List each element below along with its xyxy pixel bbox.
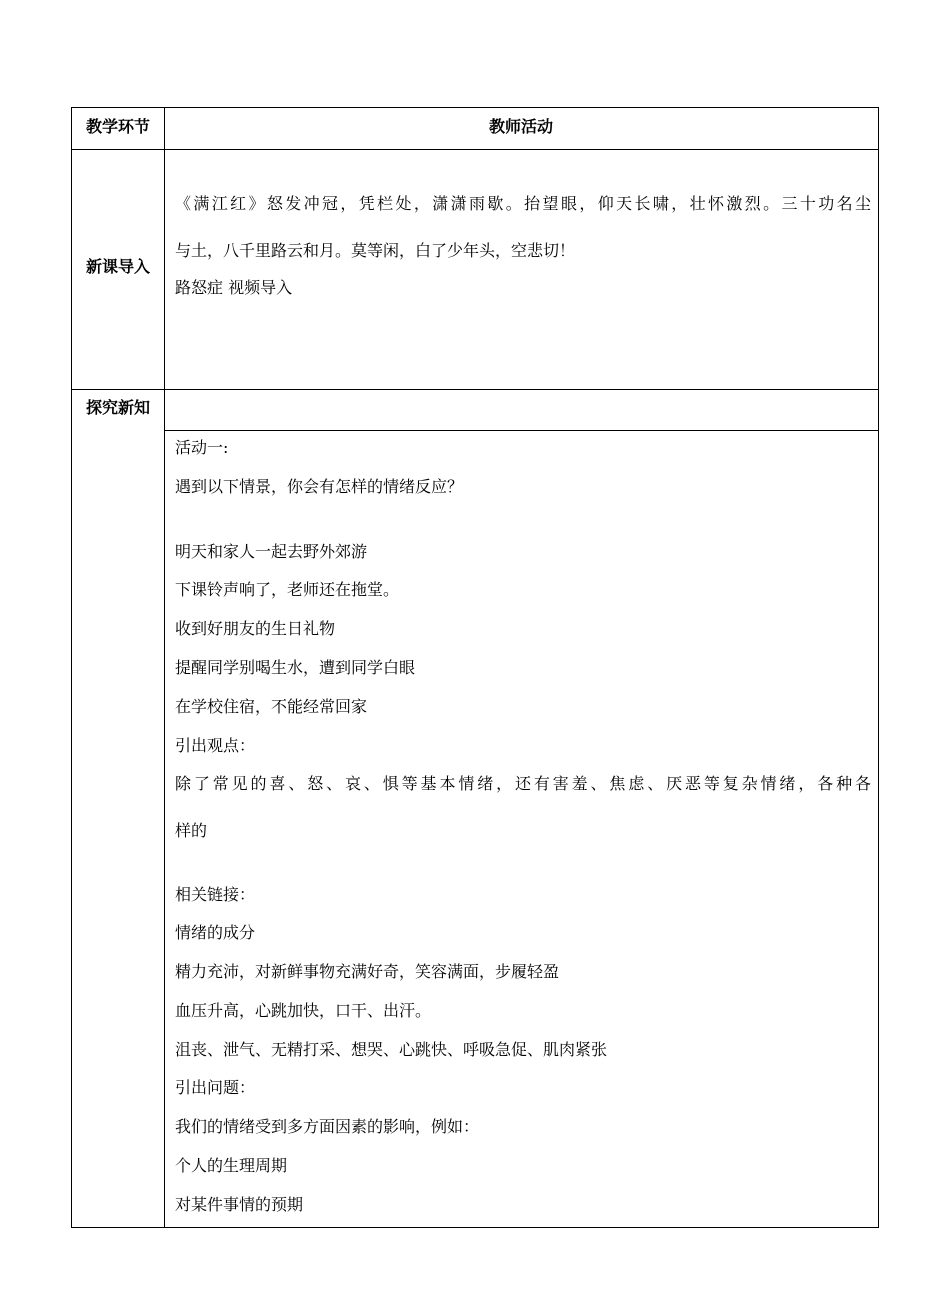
explore-line: 除了常见的喜、怒、哀、惧等基本情绪，还有害羞、焦虑、厌恶等复杂情绪，各种各	[175, 774, 871, 793]
explore-line: 对某件事情的预期	[175, 1195, 304, 1214]
explore-line: 相关链接：	[175, 885, 256, 904]
intro-line: 《满江红》怒发冲冠，凭栏处，潇潇雨歇。抬望眼，仰天长啸，壮怀激烈。三十功名尘	[175, 194, 871, 213]
explore-line: 提醒同学别喝生水，遭到同学白眼	[175, 658, 416, 677]
lesson-plan-table	[71, 107, 879, 1228]
header-col1: 教学环节	[85, 117, 150, 136]
intro-row-divider	[72, 389, 878, 390]
intro-label: 新课导入	[85, 257, 150, 276]
explore-line: 个人的生理周期	[175, 1156, 288, 1175]
explore-line: 样的	[175, 821, 208, 840]
explore-line: 在学校住宿，不能经常回家	[175, 697, 368, 716]
explore-line: 遇到以下情景，你会有怎样的情绪反应？	[175, 477, 464, 496]
explore-line: 收到好朋友的生日礼物	[175, 619, 336, 638]
explore-line: 我们的情绪受到多方面因素的影响，例如：	[175, 1117, 480, 1136]
explore-line: 沮丧、泄气、无精打采、想哭、心跳快、呼吸急促、肌肉紧张	[175, 1040, 608, 1059]
explore-line: 明天和家人一起去野外郊游	[175, 542, 368, 561]
explore-line: 引出问题：	[175, 1078, 256, 1097]
header-row-divider	[72, 149, 878, 150]
explore-line: 活动一:	[175, 438, 229, 457]
explore-line: 情绪的成分	[175, 923, 256, 942]
explore-line: 下课铃声响了，老师还在拖堂。	[175, 580, 400, 599]
explore-line: 血压升高，心跳加快，口干、出汗。	[175, 1001, 432, 1020]
column-divider	[164, 108, 165, 1227]
explore-line: 引出观点：	[175, 736, 256, 755]
explore-subrow-divider	[164, 430, 878, 431]
explore-label: 探究新知	[85, 398, 150, 417]
explore-line: 精力充沛，对新鲜事物充满好奇，笑容满面，步履轻盈	[175, 962, 560, 981]
intro-line: 路怒症 视频导入	[175, 278, 293, 297]
header-col2: 教师活动	[488, 117, 553, 136]
intro-line: 与土，八千里路云和月。莫等闲，白了少年头，空悲切！	[175, 241, 576, 260]
